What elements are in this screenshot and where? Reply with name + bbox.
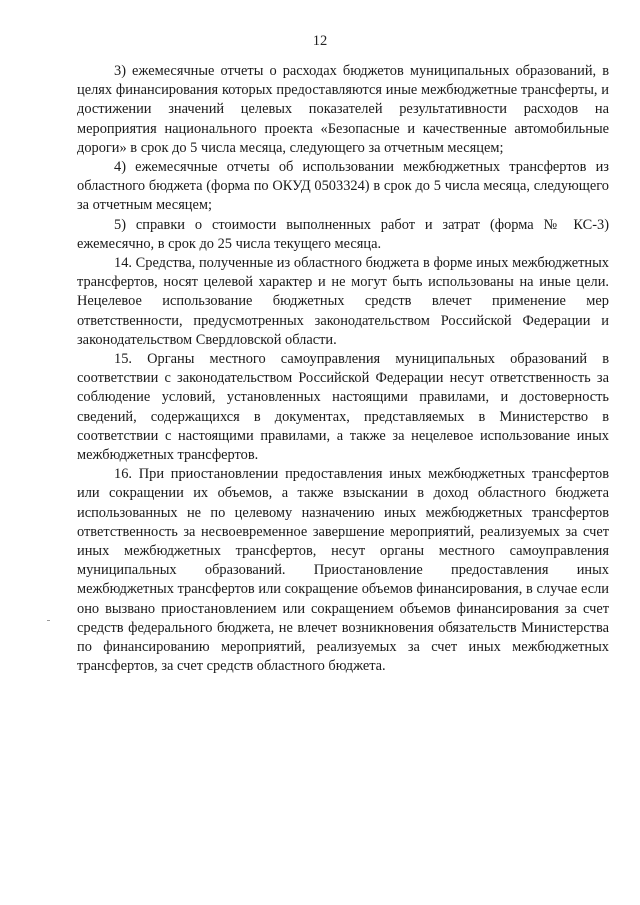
paragraph-item-5: 5) справки о стоимости выполненных работ и затрат (форма № КС-3) ежемесячно, в срок до 25 числа текущего месяца. bbox=[77, 216, 609, 252]
paragraph-item-3: 3) ежемесячные отчеты о расходах бюджетов муниципальных образований, в целях финансирования которых предоставляются иные межбюджетные трансферты, и достижении значений целевых показателей результативности расходов на мероприятия национального проекта «Безопасные и качественные автомобильные дороги» в срок до 5 числа месяца, следующего за отчетным месяцем; bbox=[77, 63, 609, 156]
margin-dot bbox=[47, 620, 50, 621]
document-body bbox=[77, 62, 609, 677]
paragraph-clause-15: 15. Органы местного самоуправления муниципальных образований в соответствии с законодательством Российской Федерации несут ответственность за соблюдение условий, установленных настоящими правилами, и достоверность сведений, содержащихся в документах, представляемых в Министерство в соответствии с настоящими правилами, а также за нецелевое использование иных межбюджетных трансфертов. bbox=[77, 351, 609, 464]
paragraph-clause-16: 16. При приостановлении предоставления иных межбюджетных трансфертов или сокращении их объемов, а также взыскании в доход областного бюджета использованных не по целевому назначению иных межбюджетных трансфертов ответственность за несвоевременное завершение мероприятий, реализуемых за счет иных межбюджетных трансфертов, несут органы местного самоуправления муниципальных образований. Приостановление предоставления иных межбюджетных трансфертов или сокращение объемов финансирования, в случае если оно вызвано приостановлением или сокращением объемов финансирования за счет средств федерального бюджета, не влечет возникновения обязательств Министерства по финансированию мероприятий, реализуемых за счет иных межбюджетных трансфертов, за счет средств областного бюджета. bbox=[77, 466, 609, 675]
paragraph-item-4: 4) ежемесячные отчеты об использовании межбюджетных трансфертов из областного бюджета (форма по ОКУД 0503324) в срок до 5 числа месяца, следующего за отчетным месяцем; bbox=[77, 159, 609, 214]
page-number: 12 bbox=[312, 33, 328, 49]
paragraph-clause-14: 14. Средства, полученные из областного бюджета в форме иных межбюджетных трансфертов, носят целевой характер и не могут быть использованы на иные цели. Нецелевое использование бюджетных средств влечет применение мер ответственности, предусмотренных законодательством Российской Федерации и законодательством Свердловской области. bbox=[77, 255, 609, 348]
